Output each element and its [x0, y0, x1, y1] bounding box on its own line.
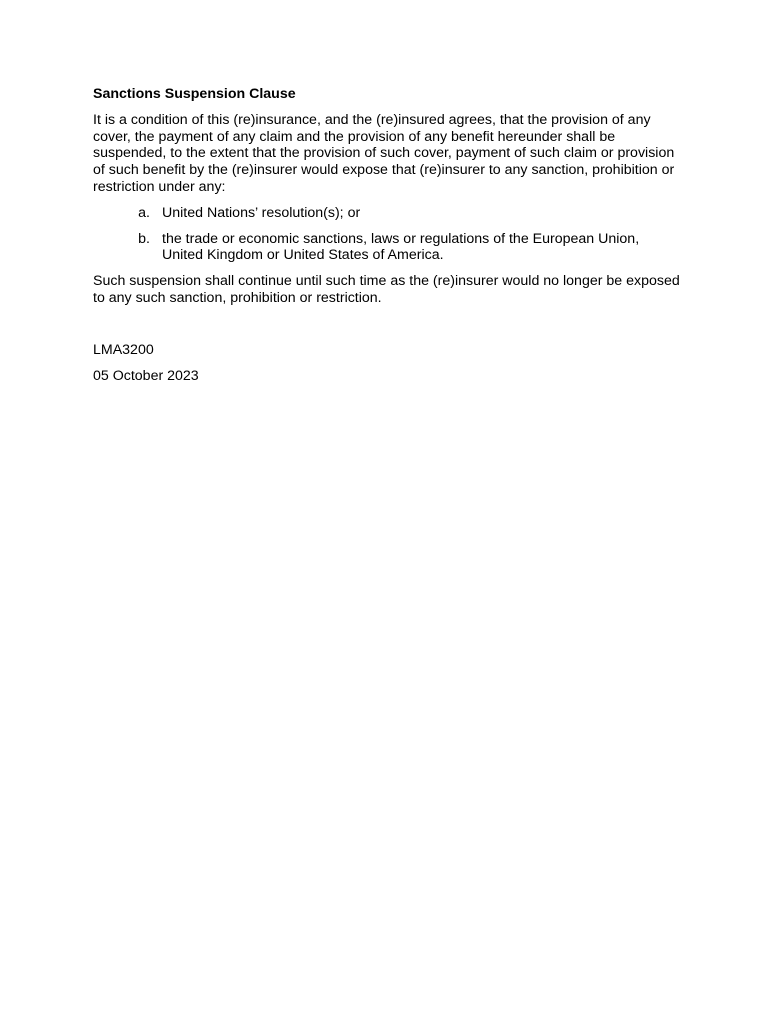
conditions-list: [93, 205, 683, 264]
intro-paragraph: It is a condition of this (re)insurance, and the (re)insured agrees, that the provision of any cover, the payment of any claim and the provision of any benefit hereunder shall be suspended, to the extent that the provision of such cover, payment of such claim or provision of such benefit by the (re)insurer would expose that (re)insurer to any sanction, prohibition or restriction under any:: [93, 111, 675, 195]
list-item-text: the trade or economic sanctions, laws or regulations of the European Union, United Kingdom or United States of America.: [162, 230, 640, 264]
closing-paragraph: Such suspension shall continue until such time as the (re)insurer would no longer be exposed to any such sanction, prohibition or restriction.: [93, 273, 680, 306]
reference-code: LMA3200: [93, 341, 154, 358]
list-marker: b.: [138, 230, 150, 247]
document-date: 05 October 2023: [93, 367, 199, 384]
spacer: [93, 316, 683, 342]
document-page: [93, 86, 683, 393]
clause-title: Sanctions Suspension Clause: [93, 86, 296, 102]
list-item-text: United Nations’ resolution(s); or: [162, 204, 361, 221]
list-item: [93, 205, 683, 222]
list-item: [93, 231, 683, 265]
list-marker: a.: [138, 204, 150, 221]
